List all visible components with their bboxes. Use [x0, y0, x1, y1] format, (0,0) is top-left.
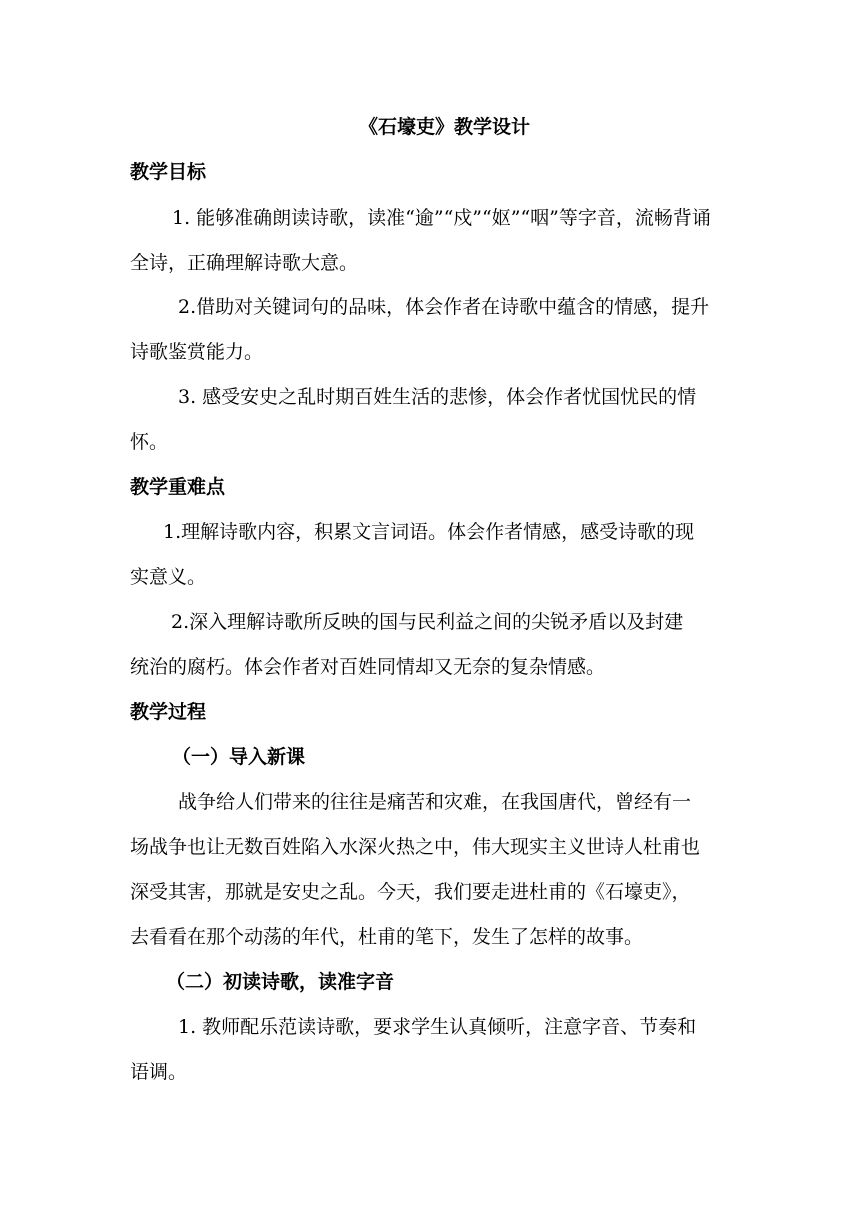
- reading-step-1-line-2: 语调。: [130, 1061, 188, 1083]
- objective-1-line-2: 全诗，正确理解诗歌大意。: [130, 252, 359, 274]
- intro-paragraph-line-2: 场战争也让无数百姓陷入水深火热之中，伟大现实主义世诗人杜甫也: [130, 836, 701, 858]
- section-heading-process: 教学过程: [130, 701, 207, 723]
- objective-1-line-1: 1. 能够准确朗读诗歌，读准“逾”“戍”“妪”“咽”等字音，流畅背诵: [172, 207, 711, 229]
- document-title: 《石壕吏》教学设计: [359, 116, 531, 138]
- key-point-1-line-1: 1.理解诗歌内容，积累文言词语。体会作者情感，感受诗歌的现: [163, 521, 695, 543]
- objective-2-line-2: 诗歌鉴赏能力。: [130, 341, 264, 363]
- objective-2-line-1: 2.借助对关键词句的品味，体会作者在诗歌中蕴含的情感，提升: [178, 296, 710, 318]
- objective-3-line-1: 3. 感受安史之乱时期百姓生活的悲惨，体会作者忧国忧民的情: [178, 386, 697, 408]
- key-point-1-line-2: 实意义。: [130, 566, 207, 588]
- process-part-1-heading: （一）导入新课: [172, 746, 306, 768]
- key-point-2-line-1: 2.深入理解诗歌所反映的国与民利益之间的尖锐矛盾以及封建: [171, 611, 684, 633]
- intro-paragraph-line-3: 深受其害，那就是安史之乱。今天，我们要走进杜甫的《石壕吏》，: [130, 881, 691, 903]
- section-heading-key-points: 教学重难点: [130, 476, 226, 498]
- key-point-2-line-2: 统治的腐朽。体会作者对百姓同情却又无奈的复杂情感。: [130, 656, 606, 678]
- section-heading-objectives: 教学目标: [130, 161, 207, 183]
- objective-3-line-2: 怀。: [130, 431, 169, 453]
- reading-step-1-line-1: 1. 教师配乐范读诗歌，要求学生认真倾听，注意字音、节奏和: [178, 1016, 697, 1038]
- intro-paragraph-line-4: 去看看在那个动荡的年代，杜甫的笔下，发生了怎样的故事。: [130, 926, 644, 948]
- process-part-2-heading: （二）初读诗歌，读准字音: [166, 971, 395, 993]
- intro-paragraph-line-1: 战争给人们带来的往往是痛苦和灾难，在我国唐代，曾经有一: [178, 791, 692, 813]
